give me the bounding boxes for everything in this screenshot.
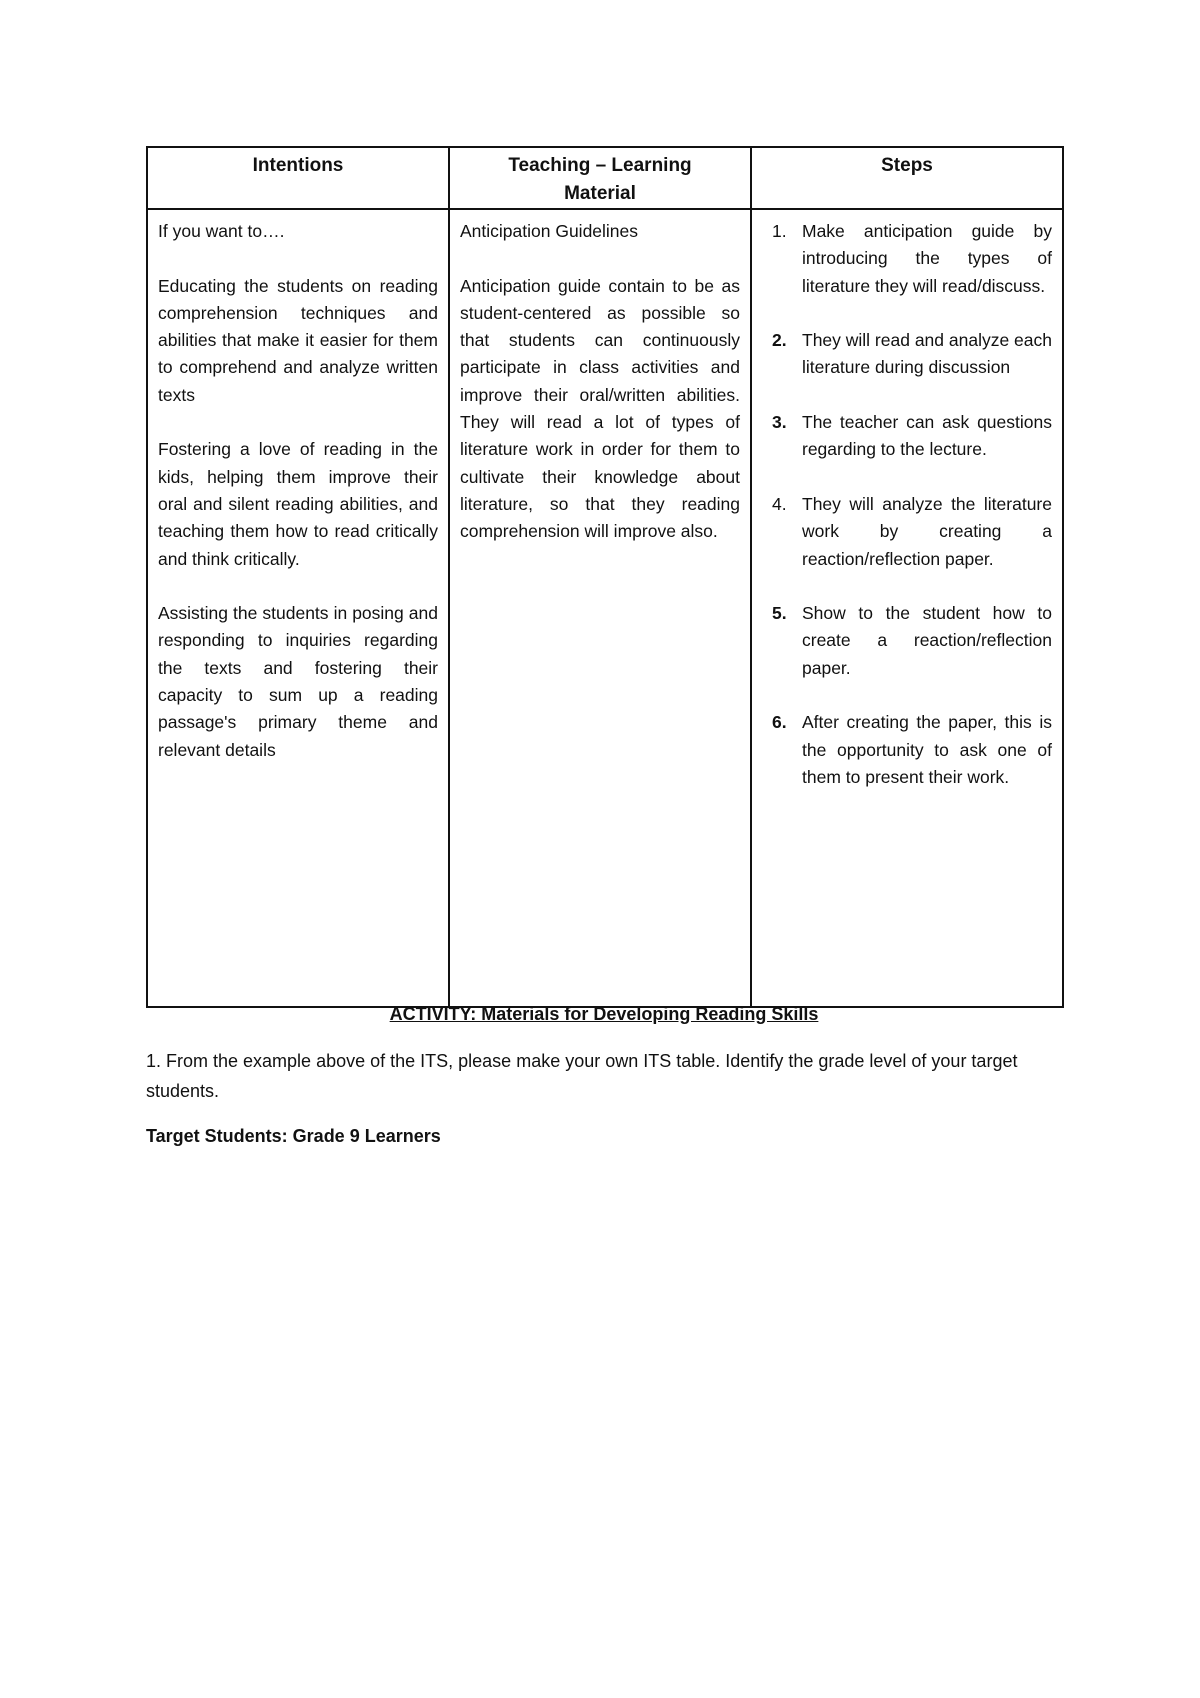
its-table [146, 146, 1064, 1008]
step-number: 4. [772, 493, 787, 514]
step-number: 1. [772, 221, 787, 241]
step-number: 2. [772, 330, 787, 351]
step-text: Show to the student how to create a reaction/reflection paper. [802, 603, 1052, 678]
activity-title: ACTIVITY: Materials for Developing Reading Skills [389, 1004, 819, 1024]
list-item [762, 491, 1052, 573]
material-title: Anticipation Guidelines [460, 221, 639, 241]
intention-paragraph: Assisting the students in posing and responding to inquiries regarding the texts and fostering their capacity to sum up a reading passage's primary theme and relevant details [158, 603, 438, 760]
step-text: The teacher can ask questions regarding to the lecture. [802, 412, 1052, 460]
intentions-intro: If you want to…. [158, 221, 285, 241]
step-text: They will analyze the literature work by creating a reaction/reflection paper. [802, 493, 1052, 569]
list-item [762, 409, 1052, 464]
intentions-cell [147, 209, 449, 1007]
step-text: They will read and analyze each literature during discussion [802, 330, 1053, 378]
step-text: Make anticipation guide by introducing the types of literature they will read/discuss. [802, 221, 1052, 296]
target-students: Target Students: Grade 9 Learners [146, 1126, 441, 1146]
header-intentions: Intentions [147, 147, 449, 209]
step-number: 5. [772, 603, 787, 624]
step-text: After creating the paper, this is the opportunity to ask one of them to present their work. [802, 712, 1052, 787]
material-body: Anticipation guide contain to be as student-centered as possible so that students can continuously participate in class activities and improve their oral/written abilities. They will read a lot of types of literature work in order for them to cultivate their knowledge about literature, so that they reading comprehension will improve also. [460, 275, 740, 542]
list-item [762, 327, 1052, 382]
steps-cell [751, 209, 1063, 1007]
list-item [762, 218, 1052, 300]
material-cell [449, 209, 751, 1007]
step-number: 6. [772, 712, 787, 733]
steps-list [762, 218, 1052, 791]
activity-instruction: 1. From the example above of the ITS, please make your own ITS table. Identify the grade level of your target students. [146, 1051, 1018, 1101]
list-item [762, 600, 1052, 682]
table-header-row [147, 147, 1063, 209]
step-number: 3. [772, 412, 787, 433]
header-teaching-learning-material: Teaching – Learning Material [449, 147, 751, 209]
list-item [762, 709, 1052, 791]
intention-paragraph: Educating the students on reading comprehension techniques and abilities that make it easier for them to comprehend and analyze written texts [158, 275, 438, 405]
header-steps: Steps [751, 147, 1063, 209]
intention-paragraph: Fostering a love of reading in the kids, helping them improve their oral and silent reading abilities, and teaching them how to read critically and think critically. [158, 439, 438, 569]
table-row [147, 209, 1063, 1007]
